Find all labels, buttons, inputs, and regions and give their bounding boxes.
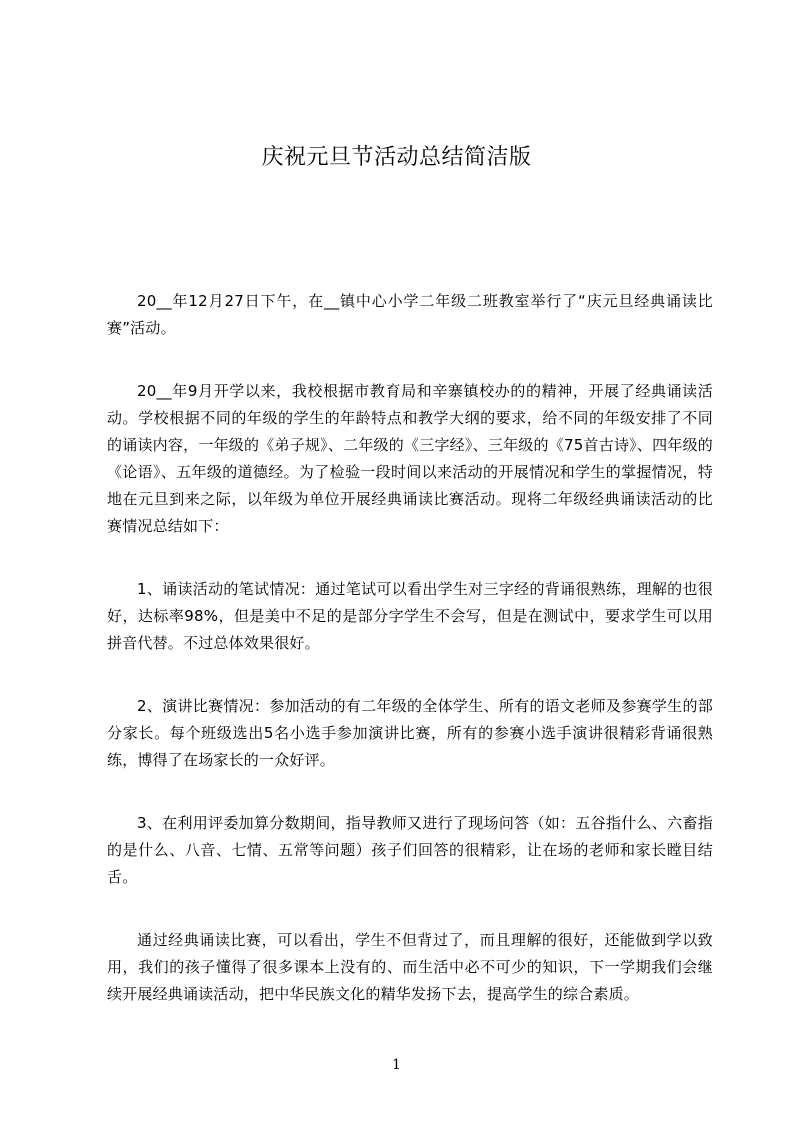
paragraph-background: 20__年9月开学以来，我校根据市教育局和辛寨镇校办的的精神，开展了经典诵读活动。学校根据不同的年级的学生的年龄特点和教学大纲的要求，给不同的年级安排了不同的诵读内容，一年级的《弟子规》、二年级的《三字经》、三年级的《75首古诗》、四年级的《论语》、五年级的道德经。为了检验一段时间以来活动的开展情况和学生的掌握情况，特地在元旦到来之际，以年级为单位开展经典诵读比赛活动。现将二年级经典诵读活动的比赛情况总结如下：: [107, 382, 713, 535]
paragraph-speech-contest: 2、演讲比赛情况：参加活动的有二年级的全体学生、所有的语文老师及参赛学生的部分家长。每个班级选出5名小选手参加演讲比赛，所有的参赛小选手演讲很精彩背诵很熟练，博得了在场家长的一众好评。: [107, 697, 713, 769]
paragraph-conclusion: 通过经典诵读比赛，可以看出，学生不但背过了，而且理解的很好，还能做到学以致用，我们的孩子懂得了很多课本上没有的、而生活中必不可少的知识，下一学期我们会继续开展经典诵读活动，把中华民族文化的精华发扬下去，提高学生的综合素质。: [107, 931, 713, 1003]
paragraph-qa-session: 3、在利用评委加算分数期间，指导教师又进行了现场问答（如：五谷指什么、六畜指的是什么、八音、七情、五常等问题）孩子们回答的很精彩，让在场的老师和家长瞠目结舌。: [107, 814, 713, 886]
page-title: 庆祝元旦节活动总结简洁版: [261, 145, 532, 170]
paragraph-intro: 20__年12月27日下午，在__镇中心小学二年级二班教室举行了“庆元旦经典诵读比赛”活动。: [107, 292, 713, 337]
page-number: 1: [392, 1057, 401, 1073]
paragraph-written-test: 1、诵读活动的笔试情况：通过笔试可以看出学生对三字经的背诵很熟练，理解的也很好，达标率98%，但是美中不足的是部分字学生不会写，但是在测试中，要求学生可以用拼音代替。不过总体效果很好。: [107, 580, 713, 652]
document-body: [107, 288, 713, 1044]
